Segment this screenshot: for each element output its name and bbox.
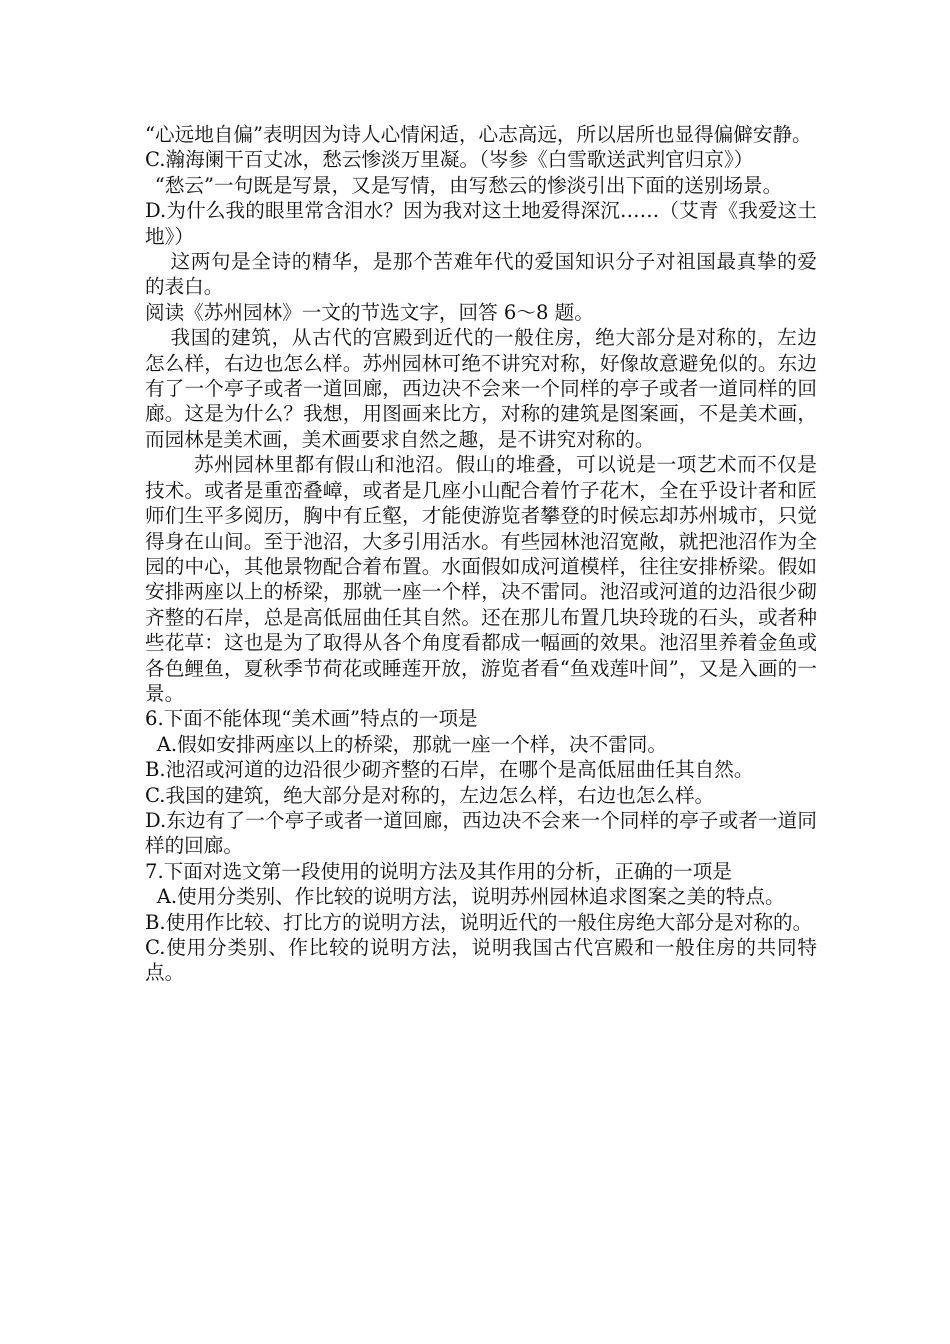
passage-paragraph-2: 苏州园林里都有假山和池沼。假山的堆叠，可以说是一项艺术而不仅是技术。或者是重峦叠嶂，或者是几座小山配合着竹子花木，全在乎设计者和匠师们生平多阅历，胸中有丘壑，才能使游览者攀登的时候忘却苏州城市，只觉得身在山间。至于池沼，大多引用活水。有些园林池沼宽敞，就把池沼作为全园的中心，其他景物配合着布置。水面假如成河道模样，往往安排桥梁。假如安排两座以上的桥梁，那就一座一个样，决不雷同。池沼或河道的边沿很少砌齐整的石岸，总是高低屈曲任其自然。还在那儿布置几块玲珑的石头，或者种些花草：这也是为了取得从各个角度看都成一幅画的效果。池沼里养着金鱼或各色鲤鱼，夏秋季节荷花或睡莲开放，游览者看“鱼戏莲叶间”，又是入画的一景。 [145,453,817,705]
question-7-stem: 7.下面对选文第一段使用的说明方法及其作用的分析，正确的一项是 [145,859,732,883]
question-7-option-b: B.使用作比较、打比方的说明方法，说明近代的一般住房绝大部分是对称的。 [145,910,813,934]
question-6-option-d: D.东边有了一个亭子或者一道回廊，西边决不会来一个同样的亭子或者一道同样的回廊。 [145,808,817,858]
question-6-option-a: A.假如安排两座以上的桥梁，那就一座一个样，决不雷同。 [156,732,667,756]
option-c-quote: C.瀚海阑干百丈冰，愁云惨淡万里凝。（岑参《白雪歌送武判官归京》） [145,148,754,172]
reading-instruction: 阅读《苏州园林》一文的节选文字，回答 6～8 题。 [145,300,594,324]
note-c-explanation: “愁云”一句既是写景，又是写情，由写愁云的惨淡引出下面的送别场景。 [154,173,783,197]
note-b-explanation: “心远地自偏”表明因为诗人心情闲适，心志高远，所以居所也显得偏僻安静。 [145,123,812,146]
question-6-option-b: B.池沼或河道的边沿很少砌齐整的石岸，在哪个是高低屈曲任其自然。 [145,758,754,782]
document-page [145,122,817,986]
passage-paragraph-1: 我国的建筑，从古代的宫殿到近代的一般住房，绝大部分是对称的，左边怎么样，右边也怎么样。苏州园林可绝不讲究对称，好像故意避免似的。东边有了一个亭子或者一道回廊，西边决不会来一个同样的亭子或者一道同样的回廊。这是为什么？我想，用图画来比方，对称的建筑是图案画，不是美术画，而园林是美术画，美术画要求自然之趣，是不讲究对称的。 [145,326,817,451]
question-7-option-a: A.使用分类别、作比较的说明方法，说明苏州园林追求图案之美的特点。 [156,885,785,909]
option-d-quote: D.为什么我的眼里常含泪水？因为我对这土地爱得深沉……（艾青《我爱这土地》） [145,199,817,248]
note-d-explanation: 这两句是全诗的精华，是那个苦难年代的爱国知识分子对祖国最真挚的爱的表白。 [145,250,817,299]
question-7-option-c: C.使用分类别、作比较的说明方法，说明我国古代宫殿和一般住房的共同特点。 [145,936,817,985]
question-6-stem: 6.下面不能体现“美术画”特点的一项是 [145,707,478,731]
question-6-option-c: C.我国的建筑，绝大部分是对称的，左边怎么样，右边也怎么样。 [145,783,715,807]
